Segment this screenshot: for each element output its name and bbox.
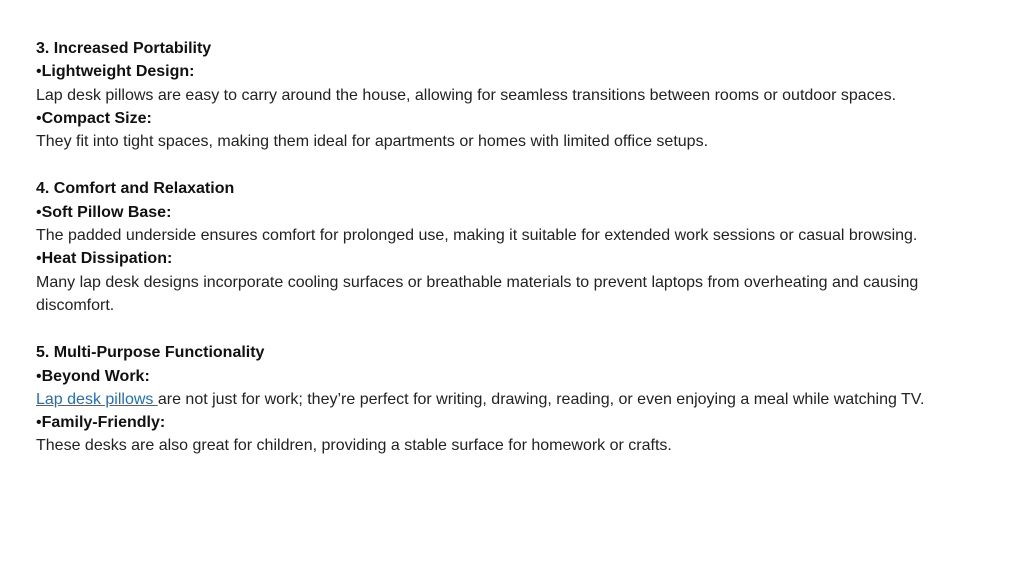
bullet-title-family — [36, 411, 988, 434]
bullet-title-text: Family-Friendly: — [41, 414, 166, 432]
bullet-title-lightweight — [36, 60, 988, 83]
bullet-text-heat: Many lap desk designs incorporate cooling surfaces or breathable materials to prevent laptops from overheating and causing discomfort. — [36, 273, 919, 314]
paragraph-spacer — [36, 317, 988, 341]
section-heading-portability: 3. Increased Portability — [36, 40, 212, 57]
bullet-text-family: These desks are also great for children, providing a stable surface for homework or crafts. — [36, 437, 672, 455]
section-heading-comfort: 4. Comfort and Relaxation — [36, 180, 235, 198]
bullet-title-text: Beyond Work: — [41, 367, 150, 385]
bullet-title-text: Heat Dissipation: — [41, 250, 173, 268]
bullet-text-body: are not just for work; they’re perfect for writing, drawing, reading, or even enjoying a meal while watching TV. — [157, 390, 925, 408]
bullet-marker: • — [36, 63, 42, 81]
bullet-title-heat — [36, 247, 988, 270]
bullet-title-text: Soft Pillow Base: — [41, 203, 172, 221]
bullet-title-soft-pillow — [36, 201, 988, 224]
bullet-text-beyond-work — [36, 388, 976, 411]
bullet-title-beyond-work — [36, 365, 988, 388]
bullet-marker: • — [36, 250, 42, 268]
bullet-text-compact: They fit into tight spaces, making them ideal for apartments or homes with limited office setups. — [36, 133, 709, 151]
bullet-marker: • — [36, 203, 42, 221]
lap-desk-pillows-link[interactable]: Lap desk pillows — [36, 390, 158, 408]
bullet-text-soft-pillow: The padded underside ensures comfort for prolonged use, making it suitable for extended work sessions or casual browsing. — [36, 227, 918, 245]
bullet-title-text: Compact Size: — [41, 109, 152, 127]
bullet-text-lightweight: Lap desk pillows are easy to carry around the house, allowing for seamless transitions between rooms or outdoor spaces. — [36, 86, 897, 104]
bullet-title-compact — [36, 107, 988, 130]
bullet-marker: • — [36, 414, 42, 432]
section-heading-multipurpose: 5. Multi-Purpose Functionality — [36, 344, 265, 362]
bullet-title-text: Lightweight Design: — [41, 63, 195, 81]
bullet-marker: • — [36, 367, 42, 385]
paragraph-spacer — [36, 153, 988, 177]
bullet-marker: • — [36, 109, 42, 127]
